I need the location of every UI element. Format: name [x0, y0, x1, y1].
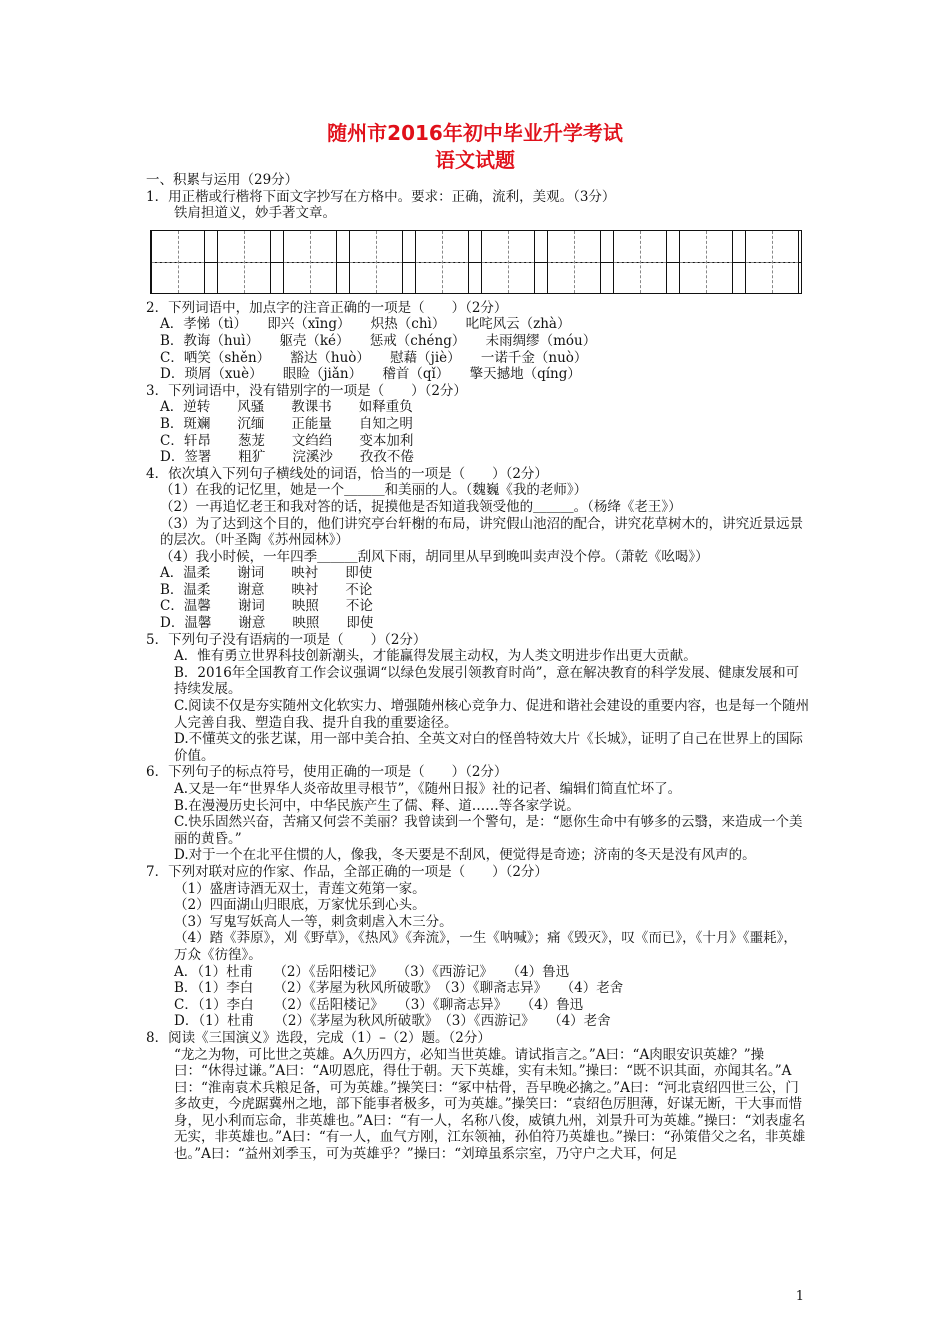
page-number: 1: [795, 1289, 804, 1304]
q4-option-a: A．温柔 谢词 映衬 即使: [160, 565, 373, 582]
writing-grid[interactable]: [150, 230, 802, 294]
exam-title: [0, 120, 950, 174]
section-heading: 一、积累与运用（29分）: [146, 172, 299, 188]
q4-option-d: D．温馨 谢意 映照 即使: [160, 615, 374, 632]
q2-option-c: C．哂笑（shěn） 豁达（huò） 慰藉（jiè） 一诺千金（nuò）: [160, 349, 588, 366]
q7-couplet-4: （4）踏《莽原》，刈《野草》，《热风》《奔流》，一生《呐喊》；痛《毁灭》，叹《而已》，《十月》《噩耗》，万众《彷徨》。: [174, 930, 797, 963]
q6-option-b: B.在漫漫历史长河中，中华民族产生了儒、释、道……等各家学说。: [174, 797, 580, 814]
q3-option-d: D．签署 粗犷 浣溪沙 孜孜不倦: [160, 449, 414, 466]
title-line-2: 语文试题: [435, 148, 515, 172]
grid-cell[interactable]: [283, 231, 337, 293]
q4-sentence-3: （3）为了达到这个目的，他们讲究亭台轩榭的布局，讲究假山池沼的配合，讲究花草树木的，讲究近景远景的层次。（叶圣陶《苏州园林》）: [160, 515, 804, 549]
q6-option-a: A.又是一年“世界华人炎帝故里寻根节”，《随州日报》社的记者、编辑们简直忙坏了。: [174, 781, 682, 797]
q5-option-a: A．惟有勇立世界科技创新潮头，才能赢得发展主动权，为人类文明进步作出更大贡献。: [174, 648, 697, 665]
grid-cell[interactable]: [679, 231, 733, 293]
q3-option-a: A．逆转 风骚 教课书 如释重负: [160, 399, 413, 416]
q4-stem: 4．依次填入下列句子横线处的词语，恰当的一项是（ ）（2分）: [146, 465, 548, 482]
grid-cell[interactable]: [151, 231, 205, 293]
grid-cell[interactable]: [613, 231, 667, 293]
q4-sentence-2: （2）一再追忆老王和我对答的话，捉摸他是否知道我领受他的＿＿＿。（杨绛《老王》）: [160, 498, 682, 515]
q8-stem: 8．阅读《三国演义》选段，完成（1）–（2）题。（2分）: [146, 1029, 491, 1046]
exam-content: [146, 172, 810, 1163]
q2-option-b: B．教诲（huì） 躯壳（ké） 惩戒（chéng） 未雨绸缪（móu）: [160, 332, 597, 349]
q6-option-c: C.快乐固然兴奋，苦痛又何尝不美丽？我曾读到一个警句，是：“愿你生命中有够多的云翳，来造成一个美丽的黄昏。”: [174, 814, 803, 847]
q5-option-d: D.不懂英文的张艺谋，用一部中美合拍、全英文对白的怪兽特效大片《长城》，证明了自己在世界上的国际价值。: [174, 731, 803, 764]
q8-passage: “龙之为物，可比世之英雄。A久历四方，必知当世英雄。请试指言之。”A曰：“A肉眼安识英雄？”操曰：“休得过谦。”A曰：“A叨恩庇，得仕于朝。天下英雄，实有未知。”操曰：“既不识其面，亦闻其名。”A曰：“淮南袁术兵粮足备，可为英雄。”操笑曰：“冢中枯骨，吾早晚必擒之。”A曰：“河北袁绍四世三公，门多故吏，今虎踞冀州之地，部下能事者极多，可为英雄。”操笑曰：“袁绍色厉胆薄，好谋无断，干大事而惜身，见小利而忘命，非英雄也。”A曰：“有一人，名称八俊，威镇九州，刘景升可为英雄。”操曰：“刘表虚名无实，非英雄也。”A曰：“有一人，血气方刚，江东领袖，孙伯符乃英雄也。”操曰：“孙策借父之名，非英雄也。”A曰：“益州刘季玉，可为英雄乎？”操曰：“刘璋虽系宗室，乃守户之犬耳，何足: [174, 1046, 806, 1163]
q4-sentence-1: （1）在我的记忆里，她是一个＿＿＿和美丽的人。（魏巍《我的老师》）: [160, 482, 588, 499]
q7-option-c: C．（1）李白 （2）《岳阳楼记》 （3）《聊斋志异》 （4）鲁迅: [174, 996, 584, 1013]
q7-couplet-1: （1）盛唐诗酒无双士，青莲文苑第一家。: [174, 880, 426, 897]
q7-option-a: A．（1）杜甫 （2）《岳阳楼记》 （3）《西游记》 （4）鲁迅: [174, 963, 570, 980]
q6-stem: 6．下列句子的标点符号，使用正确的一项是（ ）（2分）: [146, 764, 508, 781]
q2-option-d: D．琐屑（xuè） 眼睑（jiǎn） 稽首（qǐ） 擎天撼地（qíng）: [160, 366, 581, 383]
q5-option-b: B．2016年全国教育工作会议强调“以绿色发展引领教育时尚”，意在解决教育的科学发展、健康发展和可持续发展。: [174, 664, 800, 698]
q4-option-b: B．温柔 谢意 映衬 不论: [160, 581, 373, 598]
q7-couplet-3: （3）写鬼写妖高人一等，刺贪刺虐入木三分。: [174, 913, 453, 930]
q1-stem: 1．用正楷或行楷将下面文字抄写在方格中。要求：正确，流利，美观。（3分）: [146, 188, 616, 205]
title-line-1: 随州市2016年初中毕业升学考试: [327, 121, 623, 145]
grid-cell[interactable]: [547, 231, 601, 293]
q7-stem: 7．下列对联对应的作家、作品，全部正确的一项是（ ）（2分）: [146, 863, 548, 880]
q2-option-a: A．孝悌（tì） 即兴（xīng） 炽热（chì） 叱咤风云（zhà）: [160, 316, 571, 333]
grid-cell[interactable]: [745, 231, 799, 293]
q4-option-c: C．温馨 谢词 映照 不论: [160, 598, 373, 615]
q4-sentence-4: （4）我小时候，一年四季＿＿＿刮风下雨，胡同里从早到晚叫卖声没个停。（萧乾《吆喝》）: [160, 548, 709, 565]
q7-option-b: B．（1）李白 （2）《茅屋为秋风所破歌》 （3）《聊斋志异》 （4）老舍: [174, 980, 624, 997]
q3-stem: 3．下列词语中，没有错别字的一项是（ ）（2分）: [146, 382, 467, 399]
q3-option-b: B．斑斓 沉缅 正能量 自知之明: [160, 415, 413, 432]
grid-cell[interactable]: [217, 231, 271, 293]
grid-cell[interactable]: [481, 231, 535, 293]
q5-option-c: C.阅读不仅是夯实随州文化软实力、增强随州核心竞争力、促进和谐社会建设的重要内容，也是每一个随州人完善自我、塑造自我、提升自我的重要途径。: [174, 698, 810, 731]
q7-option-d: D．（1）杜甫 （2）《茅屋为秋风所破歌》 （3）《西游记》 （4）老舍: [174, 1013, 611, 1030]
grid-cell[interactable]: [349, 231, 403, 293]
q3-option-c: C．轩昂 葱茏 文绉绉 变本加利: [160, 432, 414, 449]
q7-couplet-2: （2）四面湖山归眼底，万家忧乐到心头。: [174, 897, 426, 914]
q6-option-d: D.对于一个在北平住惯的人，像我，冬天要是不刮风，便觉得是奇迹；济南的冬天是没有风声的。: [174, 847, 756, 864]
q2-stem: 2．下列词语中，加点字的注音正确的一项是（ ）（2分）: [146, 299, 508, 316]
q5-stem: 5．下列句子没有语病的一项是（ ）（2分）: [146, 631, 427, 648]
grid-cell[interactable]: [415, 231, 469, 293]
q1-text: 铁肩担道义，妙手著文章。: [174, 205, 336, 222]
